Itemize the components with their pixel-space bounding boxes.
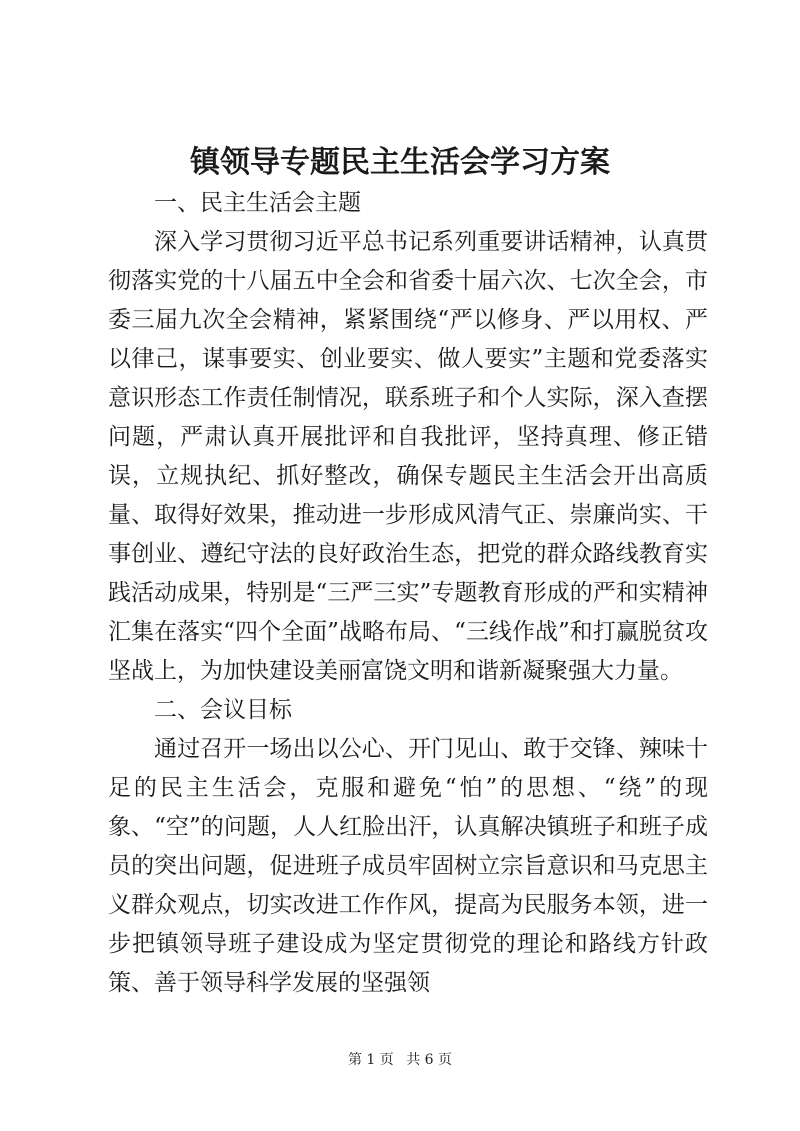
page-number: 第 1 页 <box>347 1052 394 1068</box>
section-heading-goal: 二、会议目标 <box>154 697 292 723</box>
section-heading-theme: 一、民主生活会主题 <box>154 190 361 216</box>
paragraph-theme: 深入学习贯彻习近平总书记系列重要讲话精神，认真贯彻落实党的十八届五中全会和省委十届六次、七次全会，市委三届九次全会精神，紧紧围绕“严以修身、严以用权、严以律己，谋事要实、创业要实、做人要实”主题和党委落实意识形态工作责任制情况，联系班子和个人实际，深入查摆问题，严肃认真开展批评和自我批评，坚持真理、修正错误，立规执纪、抓好整改，确保专题民主生活会开出高质量、取得好效果，推动进一步形成风清气正、崇廉尚实、干事创业、遵纪守法的良好政治生态，把党的群众路线教育实践活动成果，特别是“三严三实”专题教育形成的严和实精神汇集在落实“四个全面”战略布局、“三线作战”和打赢脱贫攻坚战上，为加快建设美丽富饶文明和谐新凝聚强大力量。 <box>108 229 708 684</box>
paragraph-goal: 通过召开一场出以公心、开门见山、敢于交锋、辣味十足的民主生活会，克服和避免“怕”的思想、“绕”的现象、“空”的问题，人人红脸出汗，认真解决镇班子和班子成员的突出问题，促进班子成员牢固树立宗旨意识和马克思主义群众观点，切实改进工作作风，提高为民服务本领，进一步把镇领导班子建设成为坚定贯彻党的理论和路线方针政策、善于领导科学发展的坚强领 <box>108 736 708 996</box>
page-total: 共 6 页 <box>406 1052 453 1068</box>
document-title: 镇领导专题民主生活会学习方案 <box>190 145 610 180</box>
page-footer <box>0 1049 800 1071</box>
document-body <box>108 184 708 1003</box>
